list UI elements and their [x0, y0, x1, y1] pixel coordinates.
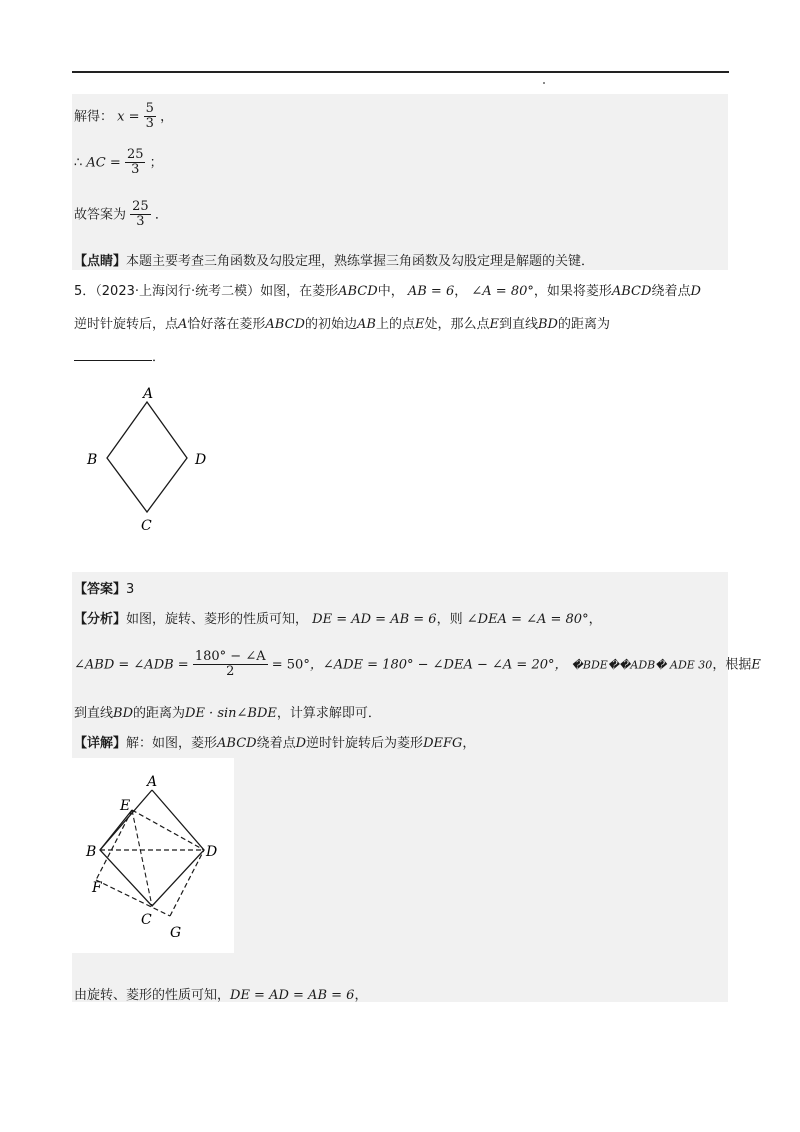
xiangjie-line: 【详解】解：如图，菱形ABCD绕着点D逆时针旋转后为菱形DEFG，: [74, 736, 476, 751]
q5-line2: 逆时针旋转后，点A恰好落在菱形ABCD的初始边AB上的点E处，那么点E到直线BD的距离为: [74, 317, 610, 332]
label-g: G: [170, 925, 182, 941]
header-dot: [543, 82, 545, 84]
q5-line1: 5．（2023·上海闵行·统考二模）如图，在菱形ABCD中， AB = 6， ∠A = 80°，如果将菱形ABCD绕着点D: [74, 284, 701, 299]
fenxi-line2: ∠ABD = ∠ADB = $\frac{180^\circ - \angle A}{2}$ = 50°，∠ADE = 180° − ∠DEA − ∠A = 20°， �BDE��ADB� ADE 30，根据E: [74, 649, 761, 680]
solve-line-ac: ∴ AC = $\frac{25}{3}$ ；: [74, 147, 163, 178]
label-d: D: [206, 844, 218, 860]
header-rule: [72, 71, 729, 73]
solve-line-x: 解得： x = $\frac{5}{3}$ ，: [74, 101, 174, 132]
label-a: A: [147, 774, 158, 790]
label-b: B: [87, 452, 98, 468]
label-f: F: [92, 880, 102, 896]
rhombus-abcd: [107, 402, 187, 512]
answer-blank[interactable]: [74, 348, 152, 361]
label-e: E: [120, 798, 131, 814]
dianjing-line: 【点睛】本题主要考查三角函数及勾股定理，熟练掌握三角函数及勾股定理是解题的关键．: [74, 254, 595, 269]
segment-ed: [132, 810, 204, 850]
label-c: C: [141, 518, 152, 534]
last-line: 由旋转、菱形的性质可知，DE = AD = AB = 6，: [74, 988, 368, 1003]
segment-ef: [96, 810, 132, 880]
answer-line: 【答案】3: [74, 582, 135, 597]
label-c: C: [141, 912, 152, 928]
label-a: A: [143, 386, 154, 402]
fenxi-line3: 到直线BD的距离为DE · sin∠BDE，计算求解即可．: [74, 706, 381, 721]
fenxi-line1: 【分析】如图，旋转、菱形的性质可知， DE = AD = AB = 6，则 ∠DEA = ∠A = 80°，: [74, 612, 602, 627]
rotation-figure: [72, 758, 234, 953]
rhombus-abcd-solid: [100, 790, 204, 906]
segment-be: [100, 810, 132, 850]
q5-line3: ．: [74, 346, 165, 365]
solve-line-answer: 故答案为 $\frac{25}{3}$ ．: [74, 199, 168, 230]
rhombus-figure: [80, 380, 220, 540]
segment-gd: [170, 850, 204, 916]
label-b: B: [86, 844, 97, 860]
segment-ec: [132, 810, 152, 906]
label-d: D: [195, 452, 207, 468]
